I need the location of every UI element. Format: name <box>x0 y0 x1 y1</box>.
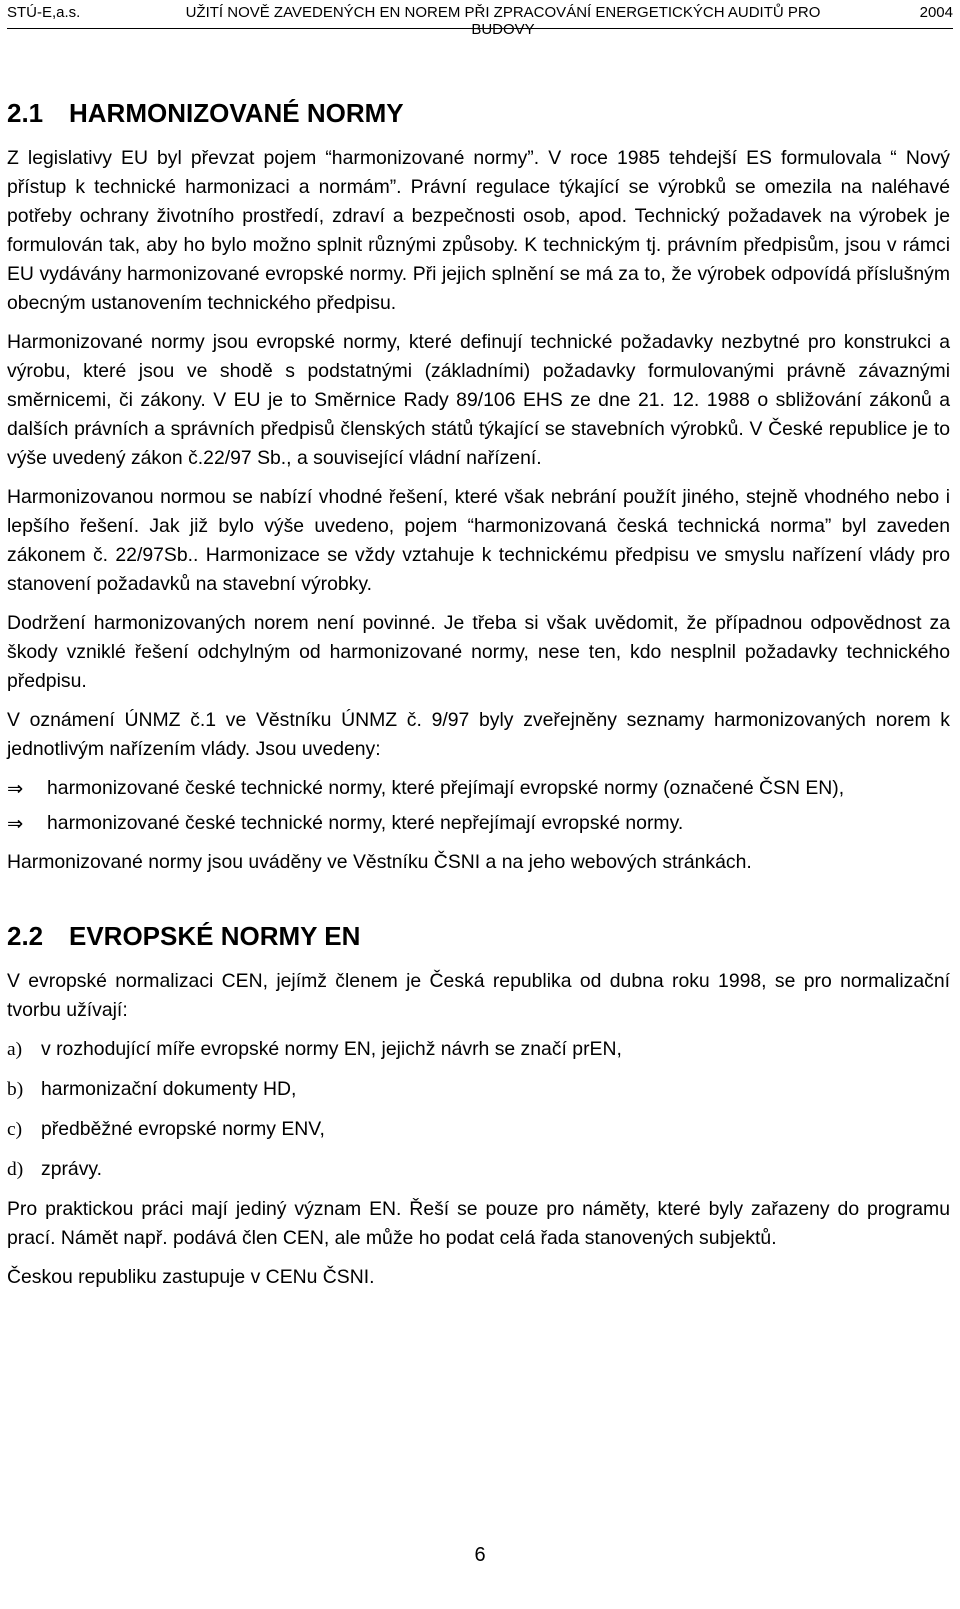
lettered-list <box>7 1035 950 1184</box>
list-marker: b) <box>7 1079 24 1100</box>
list-item <box>7 1155 950 1184</box>
header-year: 2004 <box>919 4 953 21</box>
section-number: 2.1 <box>7 98 44 128</box>
list-item <box>7 774 950 803</box>
list-item-text: předběžné evropské normy ENV, <box>41 1118 325 1140</box>
list-item-text: harmonizační dokumenty HD, <box>41 1078 297 1100</box>
paragraph: V oznámení ÚNMZ č.1 ve Věstníku ÚNMZ č. 9/97 byly zveřejněny seznamy harmonizovaných norem k jednotlivým nařízením vlády. Jsou uvedeny: <box>7 709 950 760</box>
arrow-icon: ⇒ <box>7 777 24 800</box>
paragraph: Harmonizovanou normou se nabízí vhodné řešení, které však nebrání použít jiného, stejně vhodného nebo i lepšího řešení. Jak již bylo výše uvedeno, pojem “harmonizovaná česká technická norma” byl zaveden zákonem č. 22/97Sb.. Harmonizace se vždy vztahuje k technickému předpisu ve smyslu nařízení vlády pro stanovení požadavků na stavební výrobky. <box>7 486 950 595</box>
list-marker: a) <box>7 1039 23 1060</box>
paragraph: Dodržení harmonizovaných norem není povinné. Je třeba si však uvědomit, že případnou odpovědnost za škody vzniklé řešení odchylným od harmonizované normy, nese ten, kdo nesplnil požadavky technického předpisu. <box>7 612 950 692</box>
paragraph: Z legislativy EU byl převzat pojem “harmonizované normy”. V roce 1985 tehdejší ES formulovala “ Nový přístup k technické harmonizaci a normám”. Právní regulace týkající se výrobků se omezila na naléhavé potřeby ochrany životního prostředí, zdraví a bezpečnosti osob, apod. Technický požadavek na výrobek je formulován tak, aby ho bylo možno splnit různými způsoby. K technickým tj. právním předpisům, jsou v rámci EU vydávány harmonizované evropské normy. Při jejich splnění se má za to, že výrobek odpovídá příslušným obecným ustanovením technického předpisu. <box>7 147 950 314</box>
list-item <box>7 1035 950 1064</box>
list-item <box>7 1075 950 1104</box>
arrow-icon: ⇒ <box>7 812 24 835</box>
section-title: HARMONIZOVANÉ NORMY <box>69 98 404 128</box>
list-item-text: v rozhodující míře evropské normy EN, jejichž návrh se značí prEN, <box>41 1038 622 1060</box>
paragraph: Pro praktickou práci mají jediný význam EN. Řeší se pouze pro náměty, které byly zařazeny do programu prací. Námět např. podává člen CEN, ale může ho podat celá řada stanovených subjektů. <box>7 1198 950 1249</box>
page-number: 6 <box>474 1544 486 1566</box>
section-number: 2.2 <box>7 921 44 951</box>
bullet-list <box>7 774 950 838</box>
header-org: STÚ-E,a.s. <box>7 4 81 21</box>
paragraph: V evropské normalizaci CEN, jejímž členem je Česká republika od dubna roku 1998, se pro normalizační tvorbu užívají: <box>7 970 950 1021</box>
list-item-text: harmonizované české technické normy, které přejímají evropské normy (označené ČSN EN), <box>47 777 845 799</box>
paragraph: Harmonizované normy jsou evropské normy, které definují technické požadavky nezbytné pro konstrukci a výrobu, které jsou ve shodě s podstatnými (základními) požadavky formulovanými právně závaznými směrnicemi, či zákony. V EU je to Směrnice Rady 89/106 EHS ze dne 21. 12. 1988 o sbližování zákonů a dalších právních a správních předpisů členských států týkající se stavebních výrobků. V České republice je to výše uvedený zákon č.22/97 Sb., a související vládní nařízení. <box>7 331 950 469</box>
section-title: EVROPSKÉ NORMY EN <box>69 921 361 951</box>
list-item <box>7 809 950 838</box>
list-marker: d) <box>7 1159 24 1180</box>
paragraph: Harmonizované normy jsou uváděny ve Věstníku ČSNI a na jeho webových stránkách. <box>7 851 752 873</box>
page-header <box>7 2 953 38</box>
list-item-text: zprávy. <box>41 1158 103 1180</box>
list-item <box>7 1115 950 1144</box>
paragraph: Českou republiku zastupuje v CENu ČSNI. <box>7 1266 375 1288</box>
section-heading-2-2 <box>7 921 950 951</box>
list-marker: c) <box>7 1119 23 1140</box>
list-item-text: harmonizované české technické normy, které nepřejímají evropské normy. <box>47 812 684 834</box>
section-heading-2-1 <box>7 98 950 128</box>
header-title: UŽITÍ NOVĚ ZAVEDENÝCH EN NOREM PŘI ZPRACOVÁNÍ ENERGETICKÝCH AUDITŮ PRO BUDOVY <box>185 4 821 38</box>
document-body <box>7 90 950 1302</box>
